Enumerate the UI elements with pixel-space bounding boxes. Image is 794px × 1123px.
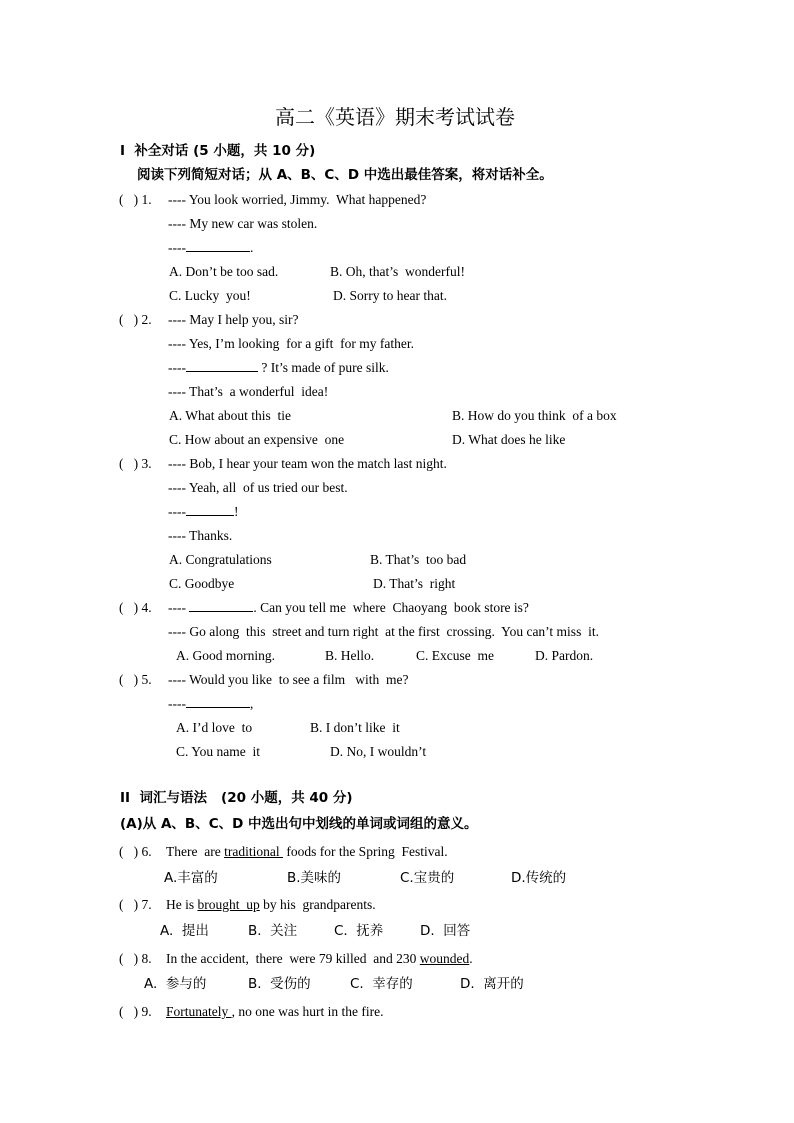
question-3-option-b: B. That’s too bad xyxy=(370,552,467,567)
question-5-option-a: A. I’d love to xyxy=(176,720,253,735)
dash-prefix: ---- xyxy=(168,504,186,519)
question-1-line-1: ---- You look worried, Jimmy. What happened? xyxy=(168,192,427,207)
question-6-sentence xyxy=(166,843,448,861)
question-2-line-2: ---- Yes, I’m looking for a gift for my father. xyxy=(168,336,414,351)
sentence-post: by his grandparents. xyxy=(259,897,376,912)
page-title: 高二《英语》期末考试试卷 xyxy=(275,105,515,129)
question-6-option-b: B.美味的 xyxy=(287,870,342,886)
dash-prefix: ---- xyxy=(168,360,186,375)
question-5-number: ( ) 5. xyxy=(119,672,152,687)
section-1-heading: I 补全对话 (5 小题，共 10 分) xyxy=(120,143,316,159)
question-9-number: ( ) 9. xyxy=(119,1004,152,1019)
question-2-option-c: C. How about an expensive one xyxy=(169,432,345,447)
question-2-number: ( ) 2. xyxy=(119,312,152,327)
answer-blank xyxy=(186,359,258,372)
underlined-word: brought up xyxy=(197,897,260,912)
question-3-line-3 xyxy=(168,503,238,521)
question-3-line-2: ---- Yeah, all of us tried our best. xyxy=(168,480,348,495)
question-1-line-3 xyxy=(168,239,253,257)
question-2-line-1: ---- May I help you, sir? xyxy=(168,312,299,327)
question-2-line-4: ---- That’s a wonderful idea! xyxy=(168,384,329,399)
question-5-option-b: B. I don’t like it xyxy=(310,720,400,735)
question-5-option-c: C. You name it xyxy=(176,744,261,759)
sentence-post: . xyxy=(469,951,473,966)
question-5-line-2 xyxy=(168,695,253,713)
question-5-line-1: ---- Would you like to see a film with me? xyxy=(168,672,409,687)
question-3-option-d: D. That’s right xyxy=(373,576,456,591)
question-2-option-b: B. How do you think of a box xyxy=(452,408,617,423)
dash-prefix: ---- xyxy=(168,600,186,615)
question-3-number: ( ) 3. xyxy=(119,456,152,471)
blank-suffix: . xyxy=(249,240,254,255)
question-6-option-c: C.宝贵的 xyxy=(400,870,455,886)
question-1-option-a: A. Don’t be too sad. xyxy=(169,264,279,279)
question-3-option-c: C. Goodbye xyxy=(169,576,235,591)
question-1-option-c: C. Lucky you! xyxy=(169,288,251,303)
question-2-line-3 xyxy=(168,359,389,377)
question-8-option-a: A. 参与的 xyxy=(144,976,207,992)
question-7-number: ( ) 7. xyxy=(119,897,152,912)
question-4-option-c: C. Excuse me xyxy=(416,648,494,663)
question-1-number: ( ) 1. xyxy=(119,192,152,207)
blank-suffix: , xyxy=(249,696,254,711)
dash-prefix: ---- xyxy=(168,696,186,711)
question-1-option-d: D. Sorry to hear that. xyxy=(333,288,447,303)
question-7-option-c: C. 抚养 xyxy=(334,923,384,939)
question-6-option-d: D.传统的 xyxy=(511,870,567,886)
question-6-option-a: A.丰富的 xyxy=(164,870,218,886)
question-7-option-a: A. 提出 xyxy=(160,923,209,939)
question-4-option-b: B. Hello. xyxy=(325,648,375,663)
question-1-option-b: B. Oh, that’s wonderful! xyxy=(330,264,465,279)
dash-prefix: ---- xyxy=(168,240,186,255)
question-1-line-2: ---- My new car was stolen. xyxy=(168,216,318,231)
question-8-option-b: B. 受伤的 xyxy=(248,976,311,992)
question-4-number: ( ) 4. xyxy=(119,600,152,615)
section-2-heading: II 词汇与语法 (20 小题，共 40 分) xyxy=(120,790,353,806)
blank-suffix: ! xyxy=(233,504,239,519)
sentence-post: foods for the Spring Festival. xyxy=(282,844,448,859)
sentence-pre: There are xyxy=(166,844,221,859)
question-6-number: ( ) 6. xyxy=(119,844,152,859)
answer-blank xyxy=(186,503,234,516)
answer-blank xyxy=(186,239,250,252)
question-4-option-a: A. Good morning. xyxy=(176,648,275,663)
question-4-option-d: D. Pardon. xyxy=(535,648,594,663)
blank-suffix: . Can you tell me where Chaoyang book store is? xyxy=(253,600,529,615)
question-3-option-a: A. Congratulations xyxy=(169,552,272,567)
question-8-sentence xyxy=(166,950,473,968)
question-8-option-d: D. 离开的 xyxy=(460,976,524,992)
question-5-option-d: D. No, I wouldn’t xyxy=(330,744,427,759)
question-3-line-4: ---- Thanks. xyxy=(168,528,233,543)
underlined-word: traditional xyxy=(224,844,283,859)
underlined-word: wounded xyxy=(419,951,470,966)
section-1-instruction: 阅读下列简短对话；从 A、B、C、D 中选出最佳答案，将对话补全。 xyxy=(137,167,553,183)
blank-suffix: ? It’s made of pure silk. xyxy=(257,360,389,375)
underlined-word: Fortunately xyxy=(166,1004,232,1019)
section-2-instruction: (A)从 A、B、C、D 中选出句中划线的单词或词组的意义。 xyxy=(120,816,478,832)
question-7-option-b: B. 关注 xyxy=(248,923,298,939)
question-4-line-1 xyxy=(168,599,529,617)
answer-blank xyxy=(189,599,253,612)
question-2-option-a: A. What about this tie xyxy=(169,408,291,423)
sentence-pre: In the accident, there were 79 killed and 230 xyxy=(166,951,417,966)
sentence-post: , no one was hurt in the fire. xyxy=(231,1004,384,1019)
answer-blank xyxy=(186,695,250,708)
sentence-pre: He is xyxy=(166,897,195,912)
question-3-line-1: ---- Bob, I hear your team won the match last night. xyxy=(168,456,447,471)
question-4-line-2: ---- Go along this street and turn right at the first crossing. You can’t miss it. xyxy=(168,624,599,639)
question-8-number: ( ) 8. xyxy=(119,951,152,966)
question-7-option-d: D. 回答 xyxy=(420,923,471,939)
question-8-option-c: C. 幸存的 xyxy=(350,976,413,992)
question-9-sentence xyxy=(166,1003,383,1021)
question-2-option-d: D. What does he like xyxy=(452,432,566,447)
question-7-sentence xyxy=(166,896,376,914)
